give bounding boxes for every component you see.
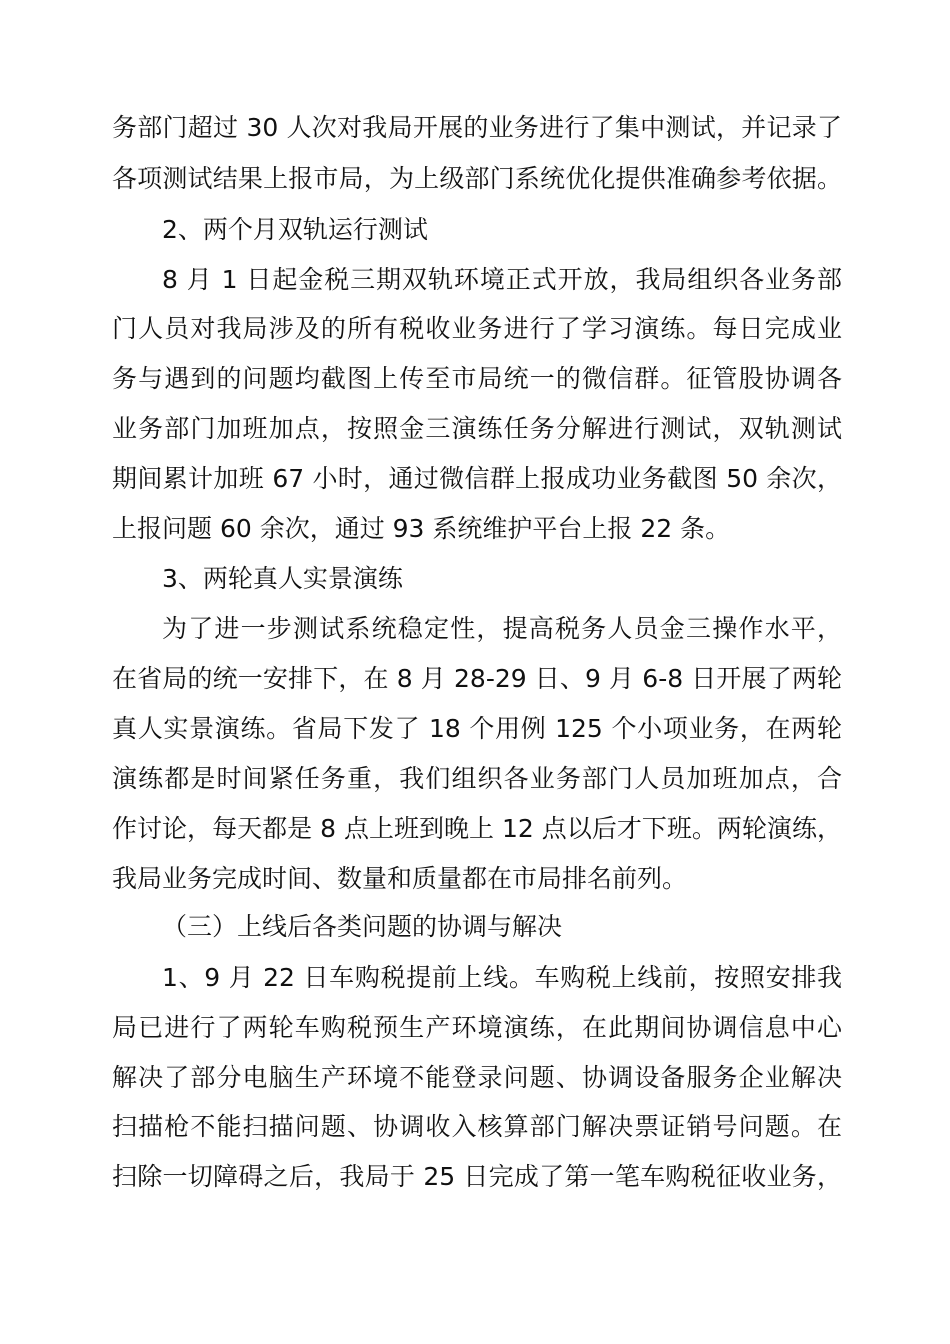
text-line-12: 在省局的统一安排下，在 8 月 28-29 日、9 月 6-8 日开展了两轮	[112, 664, 842, 693]
text-line-6: 务与遇到的问题均截图上传至市局统一的微信群。征管股协调各	[112, 364, 842, 393]
text-line-22: 扫除一切障碍之后，我局于 25 日完成了第一笔车购税征收业务，	[112, 1162, 842, 1191]
text-line-21: 扫描枪不能扫描问题、协调收入核算部门解决票证销号问题。在	[112, 1112, 842, 1141]
text-line-16: 我局业务完成时间、数量和质量都在市局排名前列。	[112, 864, 688, 893]
section-heading-double-track: 2、两个月双轨运行测试	[162, 215, 428, 244]
text-line-13: 真人实景演练。省局下发了 18 个用例 125 个小项业务，在两轮	[112, 714, 842, 743]
text-line-20: 解决了部分电脑生产环境不能登录问题、协调设备服务企业解决	[112, 1063, 842, 1092]
section-heading-post-launch: （三）上线后各类问题的协调与解决	[162, 912, 563, 941]
text-line-4: 8 月 1 日起金税三期双轨环境正式开放，我局组织各业务部	[162, 265, 842, 294]
text-line-7: 业务部门加班加点，按照金三演练任务分解进行测试，双轨测试	[112, 414, 842, 443]
text-line-1: 务部门超过 30 人次对我局开展的业务进行了集中测试，并记录了	[112, 113, 842, 142]
text-line-2: 各项测试结果上报市局，为上级部门系统优化提供准确参考依据。	[112, 164, 842, 193]
text-line-14: 演练都是时间紧任务重，我们组织各业务部门人员加班加点，合	[112, 764, 842, 793]
text-line-18: 1、9 月 22 日车购税提前上线。车购税上线前，按照安排我	[162, 963, 842, 992]
text-line-8: 期间累计加班 67 小时，通过微信群上报成功业务截图 50 余次，	[112, 464, 842, 493]
text-line-9: 上报问题 60 余次，通过 93 系统维护平台上报 22 条。	[112, 514, 731, 543]
text-line-11: 为了进一步测试系统稳定性，提高税务人员金三操作水平，	[162, 614, 842, 643]
text-line-19: 局已进行了两轮车购税预生产环境演练，在此期间协调信息中心	[112, 1013, 842, 1042]
section-heading-live-drill: 3、两轮真人实景演练	[162, 564, 403, 593]
text-line-15: 作讨论，每天都是 8 点上班到晚上 12 点以后才下班。两轮演练，	[112, 814, 842, 843]
text-line-5: 门人员对我局涉及的所有税收业务进行了学习演练。每日完成业	[112, 314, 842, 343]
